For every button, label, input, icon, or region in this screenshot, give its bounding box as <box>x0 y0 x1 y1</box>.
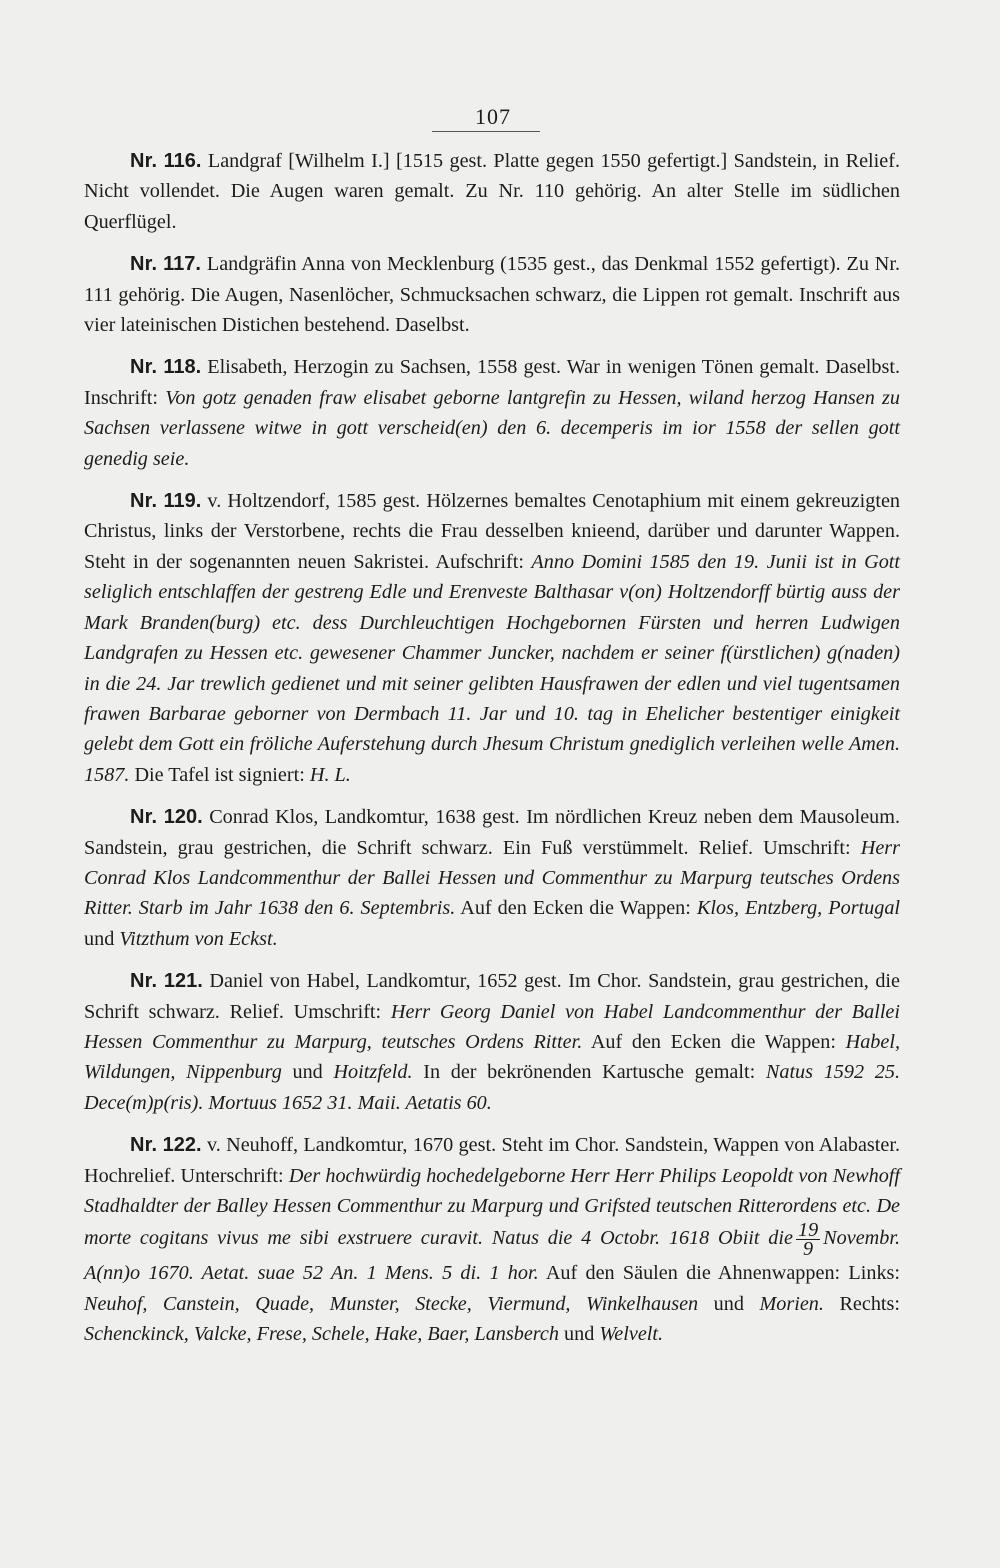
entry-119 <box>84 486 900 790</box>
entry-text: und <box>292 1061 323 1084</box>
page-number: 107 <box>475 104 511 129</box>
entry-label: Nr. <box>130 1134 158 1157</box>
entry-text: und <box>564 1323 595 1346</box>
entry-text: v. Holtzendorf, 1585 gest. Hölzernes bemaltes Cenotaphium mit einem gekreuzigten Christus, links der Verstorbene, rechts die Frau desselben knieend, darüber und darunter Wappen. Steht in der sogenannten neuen Sakristei. Aufschrift: <box>84 490 900 573</box>
entry-121 <box>84 966 900 1118</box>
signature-text: H. L. <box>309 763 351 786</box>
entry-text: Auf den Ecken die Wappen: <box>460 897 691 920</box>
coat-of-arms-name: Hoitzfeld. <box>333 1061 413 1084</box>
entry-text: Die Tafel ist signiert: <box>134 763 305 786</box>
entry-number: 119. <box>163 490 202 513</box>
entry-text: v. Neuhoff, Landkomtur, 1670 gest. Steht im Chor. Sandstein, Wappen von Alabaster. Hochrelief. Unterschrift: <box>84 1134 901 1187</box>
coat-of-arms-name: Morien. <box>759 1292 824 1315</box>
coat-of-arms-name: Habel, Wildungen, Nippenburg <box>84 1030 900 1084</box>
catalog-entries <box>84 146 900 1362</box>
entry-number: 120. <box>163 806 203 829</box>
entry-text: Daniel von Habel, Landkomtur, 1652 gest. Im Chor. Sandstein, grau gestrichen, die Schrift schwarz. Relief. Umschrift: <box>84 970 901 1023</box>
entry-117 <box>84 249 900 340</box>
date-fraction <box>796 1219 820 1261</box>
entry-label: Nr. <box>130 150 158 172</box>
coat-of-arms-name: Schenckinck, Valcke, Frese, Schele, Hake, Baer, Lansberch <box>84 1323 559 1346</box>
coat-of-arms-name: Neuhof, Canstein, Quade, Munster, Stecke, Viermund, Winkelhausen <box>84 1292 699 1315</box>
entry-text: Landgraf [Wilhelm I.] [1515 gest. Platte gegen 1550 gefertigt.] Sandstein, in Relief. Nicht vollendet. Die Augen waren gemalt. Zu Nr. 110 gehörig. An alter Stelle im südlichen Querflügel. <box>84 150 900 233</box>
entry-label: Nr. <box>130 253 158 276</box>
entry-label: Nr. <box>130 490 158 513</box>
entry-number: 121. <box>163 970 203 993</box>
entry-label: Nr. <box>130 806 158 829</box>
inscription-text: Der hochwürdig hochedelgeborne Herr Herr Philips Leopoldt von Newhoff Stadhaldter der Balley Hessen Commenthur zu Marpurg und Grifsted teutschen Ritterordens etc. De morte cogitans vivus me sibi exstruere curavit. Natus die 4 Octobr. 1618 Obiit die <box>84 1164 901 1250</box>
inscription-text: Novembr. A(nn)o 1670. Aetat. suae 52 An. 1 Mens. 5 di. 1 hor. <box>84 1227 900 1285</box>
entry-number: 116. <box>163 150 202 172</box>
entry-118 <box>84 352 900 474</box>
entry-text: Auf den Säulen die Ahnenwappen: Links: <box>545 1262 901 1285</box>
entry-number: 118. <box>163 356 202 379</box>
entry-text: und <box>713 1292 744 1315</box>
entry-120 <box>84 802 900 954</box>
entry-number: 117. <box>163 253 201 276</box>
entry-text: Landgräfin Anna von Mecklenburg (1535 gest., das Denkmal 1552 gefertigt). Zu Nr. 111 gehörig. Die Augen, Nasenlöcher, Schmucksachen schwarz, die Lippen rot gemalt. Inschrift aus vier lateinischen Distichen bestehend. Daselbst. <box>84 253 901 337</box>
inscription-text: Anno Domini 1585 den 19. Junii ist in Gott seliglich entschlaffen der gestreng Edle und Erenveste Balthasar v(on) Holtzendorff bürtig auss der Mark Branden(burg) etc. dess Durchleuchtigen Hochgebornen Fürsten und herren Ludwigen Landgrafen zu Hessen etc. gewesener Chammer Juncker, nachdem er seiner f(ürstlichen) g(naden) in die 24. Jar trewlich gedienet und mit seiner gelibten Hausfrawen der edlen und viel tugentsamen frawen Barbarae geborner von Dermbach 11. Jar und 10. tag in Ehelicher bestentiger einigkeit gelebt dem Gott ein fröliche Auferstehung durch Jhesum Christum gnediglich verleihen welle Amen. 1587. <box>84 550 901 786</box>
inscription-text: Von gotz genaden fraw elisabet geborne lantgrefin zu Hessen, wiland herzog Hansen zu Sachsen verlassene witwe in gott verscheid(en) den 6. decemperis im ior 1558 der sellen gott genedig seie. <box>84 386 900 470</box>
entry-text: Rechts: <box>839 1292 900 1315</box>
entry-text: Elisabeth, Herzogin zu Sachsen, 1558 gest. War in wenigen Tönen gemalt. Daselbst. Inschrift: <box>84 356 900 409</box>
fraction-denominator: 9 <box>803 1238 814 1261</box>
inscription-text: Natus 1592 25. Dece(m)p(ris). Mortuus 1652 31. Maii. Aetatis 60. <box>84 1061 900 1114</box>
entry-116 <box>84 146 900 237</box>
entry-number: 122. <box>162 1134 202 1157</box>
entry-text: Conrad Klos, Landkomtur, 1638 gest. Im nördlichen Kreuz neben dem Mausoleum. Sandstein, grau gestrichen, die Schrift schwarz. Ein Fuß verstümmelt. Relief. Umschrift: <box>84 806 900 859</box>
entry-label: Nr. <box>130 970 158 993</box>
entry-label: Nr. <box>130 356 158 379</box>
coat-of-arms-name: Vitzthum von Eckst. <box>119 927 278 950</box>
header-rule <box>432 131 540 132</box>
coat-of-arms-name: Klos, <box>696 897 739 920</box>
fraction-numerator: 19 <box>797 1219 819 1242</box>
entry-text: In der bekrönenden Kartusche gemalt: <box>423 1061 756 1084</box>
entry-text: Auf den Ecken die Wappen: <box>590 1030 836 1053</box>
entry-122 <box>84 1130 900 1349</box>
coat-of-arms-name: Welvelt. <box>599 1323 664 1346</box>
inscription-text: Herr Conrad Klos Landcommenthur der Ballei Hessen und Commenthur zu Marpurg teutsches Ordens Ritter. Starb im Jahr 1638 den 6. Septembris. <box>84 836 900 920</box>
entry-text: und <box>84 927 115 950</box>
inscription-text: Herr Georg Daniel von Habel Landcommenthur der Ballei Hessen Commenthur zu Marpurg, teutsches Ordens Ritter. <box>84 1000 901 1053</box>
coat-of-arms-name: Portugal <box>828 897 901 920</box>
coat-of-arms-name: Entzberg, <box>745 897 823 920</box>
